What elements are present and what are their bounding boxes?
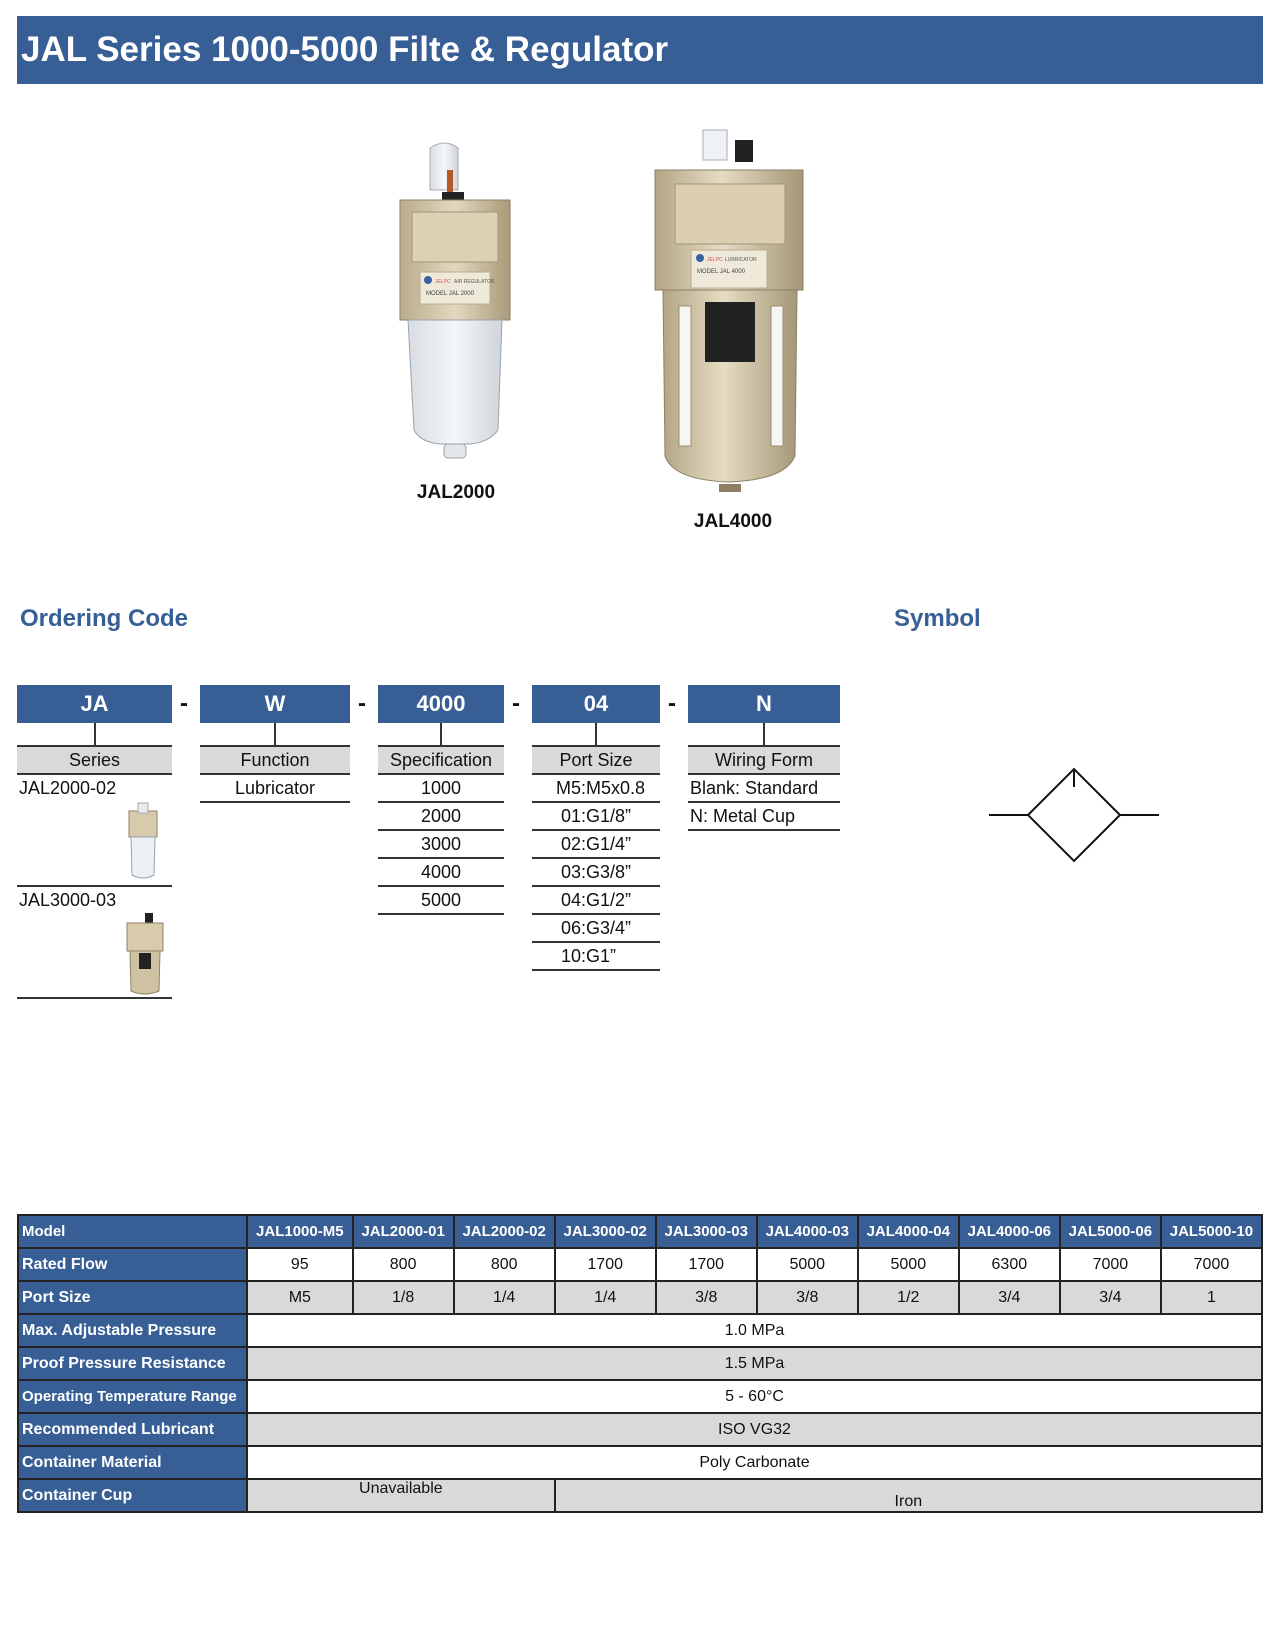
table-cell: 5000 xyxy=(858,1248,959,1281)
page-title: JAL Series 1000-5000 Filte & Regulator xyxy=(17,16,1263,84)
product-label-jal4000: JAL4000 xyxy=(693,511,773,532)
row-label: Recommended Lubricant xyxy=(18,1413,247,1446)
jal4000-plate-type: LUBRICATOR xyxy=(725,257,757,263)
table-cell: 1/4 xyxy=(454,1281,555,1314)
port-size-item xyxy=(532,859,660,887)
port-size-key: 10: xyxy=(560,946,586,966)
model-cell: JAL5000-10 xyxy=(1161,1215,1262,1248)
table-row-proof-pressure xyxy=(18,1347,1262,1380)
table-cell: 5 - 60°C xyxy=(247,1380,1262,1413)
row-label: Container Material xyxy=(18,1446,247,1479)
model-cell: JAL1000-M5 xyxy=(247,1215,353,1248)
table-cell: 7000 xyxy=(1161,1248,1262,1281)
row-label: Proof Pressure Resistance xyxy=(18,1347,247,1380)
wiring-form-item: Blank: Standard xyxy=(688,775,840,803)
port-size-key: 06: xyxy=(560,918,586,938)
symbol-title: Symbol xyxy=(894,605,981,632)
table-cell: 1700 xyxy=(555,1248,656,1281)
table-cell: 3/8 xyxy=(757,1281,858,1314)
specification-item: 3000 xyxy=(378,831,504,859)
table-cell: Poly Carbonate xyxy=(247,1446,1262,1479)
code-dash-2: - xyxy=(358,690,366,717)
specification-header: Specification xyxy=(378,745,504,775)
lubricator-symbol-icon xyxy=(985,765,1165,865)
port-size-value: G1/2” xyxy=(586,890,632,910)
connector-line xyxy=(94,723,96,745)
series-thumb-row xyxy=(17,913,172,999)
specification-item: 5000 xyxy=(378,887,504,915)
wiring-form-header: Wiring Form xyxy=(688,745,840,775)
series-thumb-row xyxy=(17,801,172,887)
function-column xyxy=(200,745,350,803)
port-size-key: 03: xyxy=(560,862,586,882)
table-row-model xyxy=(18,1215,1262,1248)
table-cell: 1.0 MPa xyxy=(247,1314,1262,1347)
specification-column xyxy=(378,745,504,915)
table-cell: 800 xyxy=(353,1248,454,1281)
port-size-value: G1/8” xyxy=(586,806,632,826)
port-size-value: G1” xyxy=(586,946,617,966)
port-size-item xyxy=(532,915,660,943)
code-box-wiring-form: N xyxy=(688,685,840,723)
product-image-jal2000 xyxy=(390,140,530,470)
spec-table xyxy=(17,1214,1263,1513)
jal2000-plate-brand: JELPC xyxy=(435,279,451,285)
series-item: JAL2000-02 xyxy=(19,778,117,798)
series-thumb-jal2000 xyxy=(125,801,161,885)
table-cell: 1/4 xyxy=(555,1281,656,1314)
connector-line xyxy=(440,723,442,745)
port-size-item xyxy=(532,775,660,803)
table-row-container-material xyxy=(18,1446,1262,1479)
table-cell: 1/8 xyxy=(353,1281,454,1314)
port-size-item xyxy=(532,831,660,859)
port-size-item xyxy=(532,943,660,971)
connector-line xyxy=(595,723,597,745)
table-row-max-pressure xyxy=(18,1314,1262,1347)
model-cell: JAL5000-06 xyxy=(1060,1215,1161,1248)
code-box-series: JA xyxy=(17,685,172,723)
model-cell: JAL2000-01 xyxy=(353,1215,454,1248)
table-cell: Unavailable xyxy=(247,1479,555,1512)
table-cell: 800 xyxy=(454,1248,555,1281)
port-size-key: 02: xyxy=(560,834,586,854)
table-cell: 1700 xyxy=(656,1248,757,1281)
code-box-port-size: 04 xyxy=(532,685,660,723)
row-label: Model xyxy=(18,1215,247,1248)
series-item: JAL3000-03 xyxy=(19,890,117,910)
function-header: Function xyxy=(200,745,350,775)
specification-item: 1000 xyxy=(378,775,504,803)
table-cell: M5 xyxy=(247,1281,353,1314)
row-label: Port Size xyxy=(18,1281,247,1314)
port-size-key: 04: xyxy=(560,890,586,910)
port-size-key: M5: xyxy=(555,778,586,798)
jal4000-plate-brand: JELPC xyxy=(707,257,723,263)
series-header: Series xyxy=(17,745,172,775)
ordering-code-title: Ordering Code xyxy=(20,605,189,632)
row-label: Rated Flow xyxy=(18,1248,247,1281)
row-label: Operating Temperature Range xyxy=(18,1380,247,1413)
wiring-form-item: N: Metal Cup xyxy=(688,803,840,831)
connector-line xyxy=(763,723,765,745)
table-row-lubricant xyxy=(18,1413,1262,1446)
port-size-value: M5x0.8 xyxy=(586,778,646,798)
jal4000-plate-model: MODEL JAL 4000 xyxy=(697,269,745,275)
model-cell: JAL4000-04 xyxy=(858,1215,959,1248)
table-row-container-cup xyxy=(18,1479,1262,1512)
jal2000-plate-type: AIR REGULATOR xyxy=(454,279,495,285)
specification-item: 2000 xyxy=(378,803,504,831)
port-size-item xyxy=(532,803,660,831)
row-label: Container Cup xyxy=(18,1479,247,1512)
model-cell: JAL3000-02 xyxy=(555,1215,656,1248)
port-size-value: G1/4” xyxy=(586,834,632,854)
jal2000-plate-model: MODEL JAL 2000 xyxy=(426,291,474,297)
table-cell: 1.5 MPa xyxy=(247,1347,1262,1380)
code-dash-3: - xyxy=(512,690,520,717)
function-item: Lubricator xyxy=(200,775,350,803)
port-size-key: 01: xyxy=(560,806,586,826)
table-cell: 1/2 xyxy=(858,1281,959,1314)
model-cell: JAL4000-06 xyxy=(959,1215,1060,1248)
table-cell: 3/8 xyxy=(656,1281,757,1314)
table-cell: 6300 xyxy=(959,1248,1060,1281)
table-cell: 3/4 xyxy=(959,1281,1060,1314)
port-size-column xyxy=(532,745,660,971)
code-dash-1: - xyxy=(180,690,188,717)
model-cell: JAL4000-03 xyxy=(757,1215,858,1248)
table-cell: 3/4 xyxy=(1060,1281,1161,1314)
series-column xyxy=(17,745,172,999)
table-row-rated-flow xyxy=(18,1248,1262,1281)
table-cell: 95 xyxy=(247,1248,353,1281)
table-cell: Iron xyxy=(555,1479,1262,1512)
table-cell: 7000 xyxy=(1060,1248,1161,1281)
model-cell: JAL2000-02 xyxy=(454,1215,555,1248)
port-size-value: G3/4” xyxy=(586,918,632,938)
port-size-item xyxy=(532,887,660,915)
table-row-temp-range xyxy=(18,1380,1262,1413)
connector-line xyxy=(274,723,276,745)
series-thumb-jal4000 xyxy=(125,913,165,997)
product-label-jal2000: JAL2000 xyxy=(416,482,496,503)
product-image-jal4000 xyxy=(645,126,815,496)
table-cell: 1 xyxy=(1161,1281,1262,1314)
port-size-header: Port Size xyxy=(532,745,660,775)
row-label: Max. Adjustable Pressure xyxy=(18,1314,247,1347)
code-box-specification: 4000 xyxy=(378,685,504,723)
specification-item: 4000 xyxy=(378,859,504,887)
table-cell: ISO VG32 xyxy=(247,1413,1262,1446)
table-cell: 5000 xyxy=(757,1248,858,1281)
model-cell: JAL3000-03 xyxy=(656,1215,757,1248)
table-row-port-size xyxy=(18,1281,1262,1314)
code-dash-4: - xyxy=(668,690,676,717)
wiring-form-column xyxy=(688,745,840,831)
port-size-value: G3/8” xyxy=(586,862,632,882)
code-box-function: W xyxy=(200,685,350,723)
